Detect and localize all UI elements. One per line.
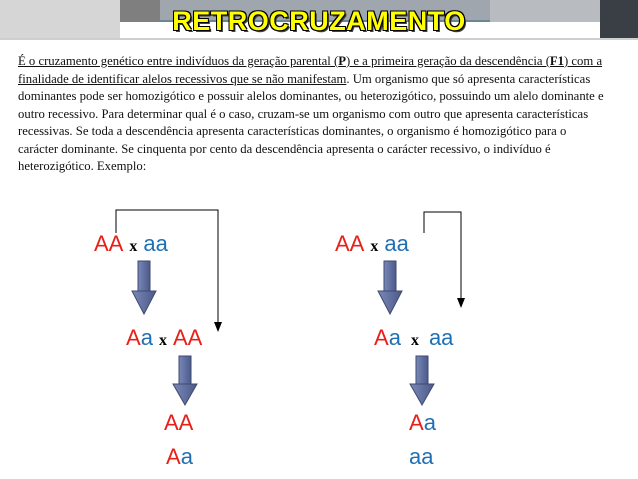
right-offspring-2 [409, 445, 433, 469]
left-parent-cross [94, 232, 168, 259]
para-part1: É o cruzamento genético entre indivíduos da geração parental ( [18, 54, 339, 68]
left-offspring-2 [166, 445, 193, 469]
right-parent-cross [335, 232, 409, 259]
left-arrow-2 [173, 356, 197, 405]
left-connector-arrowhead [214, 322, 222, 332]
right-f1-a: a [388, 325, 401, 350]
para-part4: . Um organismo que só apresenta características dominantes pode ser homozigótico e possuir alelos dominantes, ou heterozigótico, possuindo um alelo dominante e outro recessivo. Para determinar qual é o caso, cruzam-se um organismo com outro que apresenta características recessivas. Se toda a descendência apresenta características dominantes, o organismo é homozigótico para o carácter dominante. Se cinquenta por cento da descendência apresenta o carácter recessivo, o indivíduo é heterozigótico. Exemplo: [18, 71, 604, 173]
left-connector-line [116, 210, 218, 326]
left-offspring-2-a: a [180, 444, 193, 469]
right-offspring-1-a: a [423, 410, 436, 435]
right-offspring-1-A: A [409, 410, 424, 435]
left-offspring-1 [164, 411, 193, 435]
left-parent-recessive: aa [143, 231, 168, 256]
left-offspring-1-genotype: AA [164, 410, 194, 435]
left-f1-A: A [126, 325, 141, 350]
left-backcross [126, 326, 202, 353]
left-parent-dominant: AA [94, 231, 124, 256]
right-offspring-2-genotype: aa [409, 444, 434, 469]
para-f1: F1 [549, 54, 565, 68]
para-part2: ) e a primeira geração da descendência ( [345, 54, 550, 68]
right-parent-dominant: AA [335, 231, 365, 256]
cross-symbol: x [370, 238, 379, 255]
right-backcross [374, 326, 453, 353]
cross-symbol: x [129, 238, 138, 255]
para-p: P [338, 54, 346, 68]
right-offspring-1 [409, 411, 436, 435]
left-f1-a: a [140, 325, 153, 350]
slide-title: RETROCRUZAMENTO [172, 6, 466, 36]
right-arrow-2 [410, 356, 434, 405]
para-part3: ) com a finalidade de identificar alelos recessivos que se não manifestam [18, 54, 603, 86]
right-parent-recessive: aa [384, 231, 409, 256]
right-connector-line [424, 212, 461, 302]
cross-symbol: x [158, 332, 167, 349]
right-f1-A: A [374, 325, 389, 350]
left-backcross-partner: AA [172, 325, 203, 350]
right-connector-arrowhead [457, 298, 465, 308]
right-backcross-partner: aa [428, 325, 454, 350]
left-offspring-2-A: A [166, 444, 181, 469]
left-arrow-1 [132, 261, 156, 314]
cross-symbol: x [410, 332, 419, 349]
right-arrow-1 [378, 261, 402, 314]
